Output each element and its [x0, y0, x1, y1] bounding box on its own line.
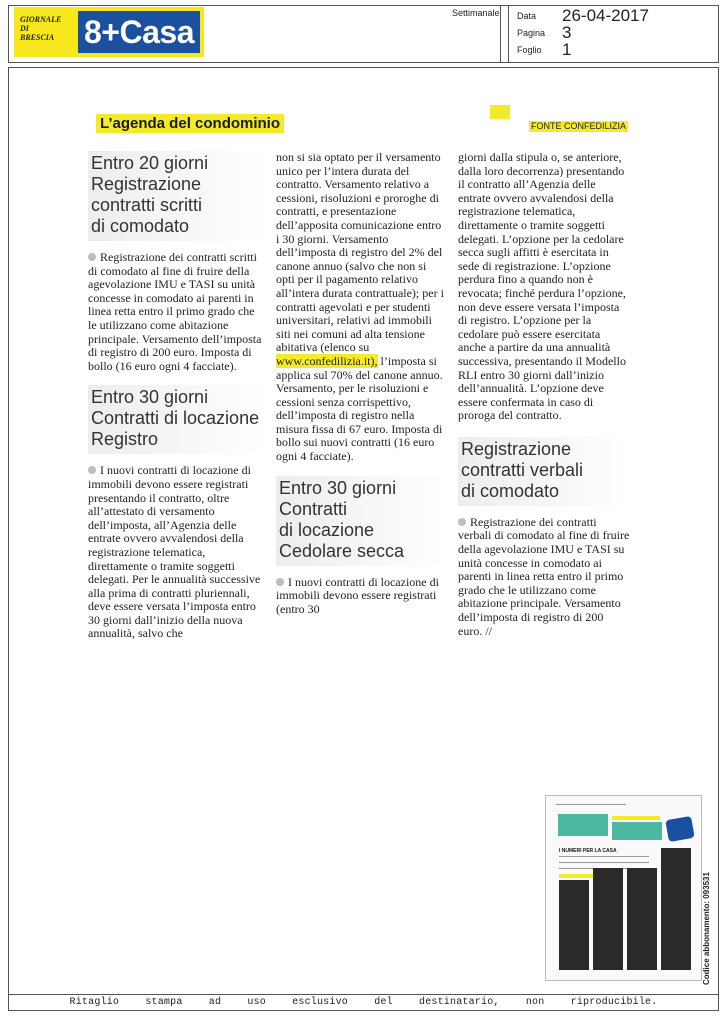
section-heading — [88, 385, 264, 454]
footer-word: stampa — [145, 997, 183, 1008]
thumb-sticker — [665, 816, 694, 842]
bullet-icon — [458, 518, 466, 526]
thumb-block — [593, 868, 623, 970]
data-label: Data — [517, 11, 537, 21]
section-heading — [276, 476, 446, 566]
subscription-code: Codice abbonamento: 093531 — [702, 872, 711, 985]
thumb-block — [612, 816, 660, 820]
heading-line: contratti scritti — [91, 195, 203, 215]
heading-line: contratti verbali — [461, 459, 584, 480]
heading-line: Entro 20 giorni — [91, 153, 209, 173]
thumb-block — [559, 874, 593, 878]
thumb-heading: I NUMERI PER LA CASA — [559, 848, 617, 854]
section-body: I nuovi contratti di locazione di immobili devono essere registrati presentando il contratto, oltre all’attestato di versamento dell’imposta, all’Agenzia delle entrate ovvero avvalendosi della registrazione telematica, direttamente o tramite soggetti delegati. Per le annualità successive alla prima di contratti pluriennali, deve essere versata l’imposta entro 30 giorni dall’inizio della nuova annualità, salvo che — [88, 463, 261, 641]
logo-main-text: 8+Casa — [78, 11, 200, 53]
section-body-continued: non si sia optato per il versamento unico per l’intera durata del contratto. Versamento relativo a cessioni, risoluzioni e proroghe di contratti, e presentazione dell’apposita comunicazione entro i 30 giorni. Versamento dell’imposta di registro del 2% del canone annuo (salvo che non si opti per il pagamento relativo all’intera durata contrattuale); per i contratti agevolati e per studenti universitari, relativi ad immobili siti nei comuni ad alta tensione abitativa (elenco su www.confedilizia.it), l’imposta si applica sul 70% del canone annuo. Versamento, per le risoluzioni e cessioni senza corrispettivo, dell’imposta di registro nella misura fissa di 67 euro. Imposta di bollo sui nuovi contratti (16 euro ogni 4 facciate). — [276, 150, 444, 464]
footer-word: esclusivo — [292, 997, 348, 1008]
thumb-block — [559, 880, 589, 970]
footer-word: uso — [247, 997, 266, 1008]
section-heading — [458, 437, 630, 506]
thumb-block — [558, 814, 608, 836]
foglio-label: Foglio — [517, 45, 542, 55]
logo-small-text: GIORNALE DI BRESCIA — [20, 15, 62, 42]
article-column-2 — [276, 151, 446, 616]
thumb-line — [556, 804, 626, 805]
heading-line: di comodato — [91, 216, 190, 236]
section-heading — [88, 151, 264, 241]
heading-line: Contratti — [279, 498, 348, 519]
section-body: Registrazione dei contratti verbali di comodato al fine di fruire della agevolazione IMU e TASI su unità concesse in comodato ai parenti in linea retta entro il primo grado che le utilizzano come abitazione principale. Versamento dell’imposta di registro di 200 euro. // — [458, 514, 630, 638]
header-divider — [500, 5, 508, 63]
thumb-block — [612, 822, 662, 840]
confedilizia-link[interactable]: www.confedilizia.it), — [276, 353, 378, 368]
thumb-line — [559, 856, 649, 857]
heading-line: Entro 30 giorni — [279, 477, 397, 498]
footer-word: Ritaglio — [69, 997, 120, 1008]
thumb-line — [559, 862, 649, 863]
footer-word: riproducibile. — [570, 997, 658, 1008]
heading-line: di locazione — [279, 519, 375, 540]
foglio-value: 1 — [562, 40, 572, 59]
frequency-label: Settimanale — [452, 8, 500, 18]
bullet-icon — [88, 466, 96, 474]
yellow-marker — [490, 105, 510, 119]
heading-line: Registrazione — [461, 438, 572, 459]
pagina-label: Pagina — [517, 28, 546, 38]
bullet-icon — [276, 578, 284, 586]
footer-word: non — [525, 997, 545, 1008]
footer-word: del — [374, 997, 393, 1008]
thumb-block — [661, 848, 691, 970]
publication-logo — [14, 7, 204, 57]
heading-line: Registrazione — [91, 174, 202, 194]
pagina-value: 3 — [562, 23, 572, 42]
section-body: I nuovi contratti di locazione di immobili devono essere registrati (entro 30 — [276, 574, 439, 616]
bullet-icon — [88, 253, 96, 261]
section-body-continued: giorni dalla stipula o, se anteriore, dalla loro decorrenza) presentando il contratto all’Agenzia delle entrate ovvero avvalendosi della registrazione telematica, direttamente o tramite soggetti delegati. L’opzione per la cedolare secca sugli affitti è esercitata in sede di registrazione. L’opzione perdura fino a quando non è revocata; finché perdura l’opzione, non deve essere versata l’imposta di registro. L’opzione per la cedolare può essere esercitata anche a partire da una annualità successiva, presentando il Modello RLI entro 30 giorni dall’inizio dell’annualità. L’opzione deve essere confermata in caso di proroga del contratto. — [458, 150, 626, 423]
footer-word: destinatario, — [419, 997, 500, 1008]
heading-line: Registro — [91, 429, 159, 450]
heading-line: Cedolare secca — [279, 540, 405, 561]
thumb-block — [627, 868, 657, 970]
footer-word: ad — [208, 997, 222, 1008]
heading-line: Entro 30 giorni — [91, 387, 209, 408]
section-body: Registrazione dei contratti scritti di comodato al fine di fruire della agevolazione IMU e TASI su unità concesse in comodato ai parenti in linea retta entro il primo grado che le utilizzano come abitazione principale. Versamento dell’imposta di registro di 200 euro. Imposta di bollo (16 euro ogni 4 facciate). — [88, 250, 262, 373]
heading-line: di comodato — [461, 480, 560, 501]
article-column-3 — [458, 151, 630, 638]
page-thumbnail — [545, 795, 702, 981]
heading-line: Contratti di locazione — [91, 408, 260, 429]
article-kicker: L’agenda del condominio — [96, 114, 284, 133]
footer-notice — [8, 995, 719, 1011]
article-column-1 — [88, 151, 264, 641]
data-value: 26-04-2017 — [562, 6, 649, 25]
article-source: FONTE CONFEDILIZIA — [531, 121, 627, 131]
